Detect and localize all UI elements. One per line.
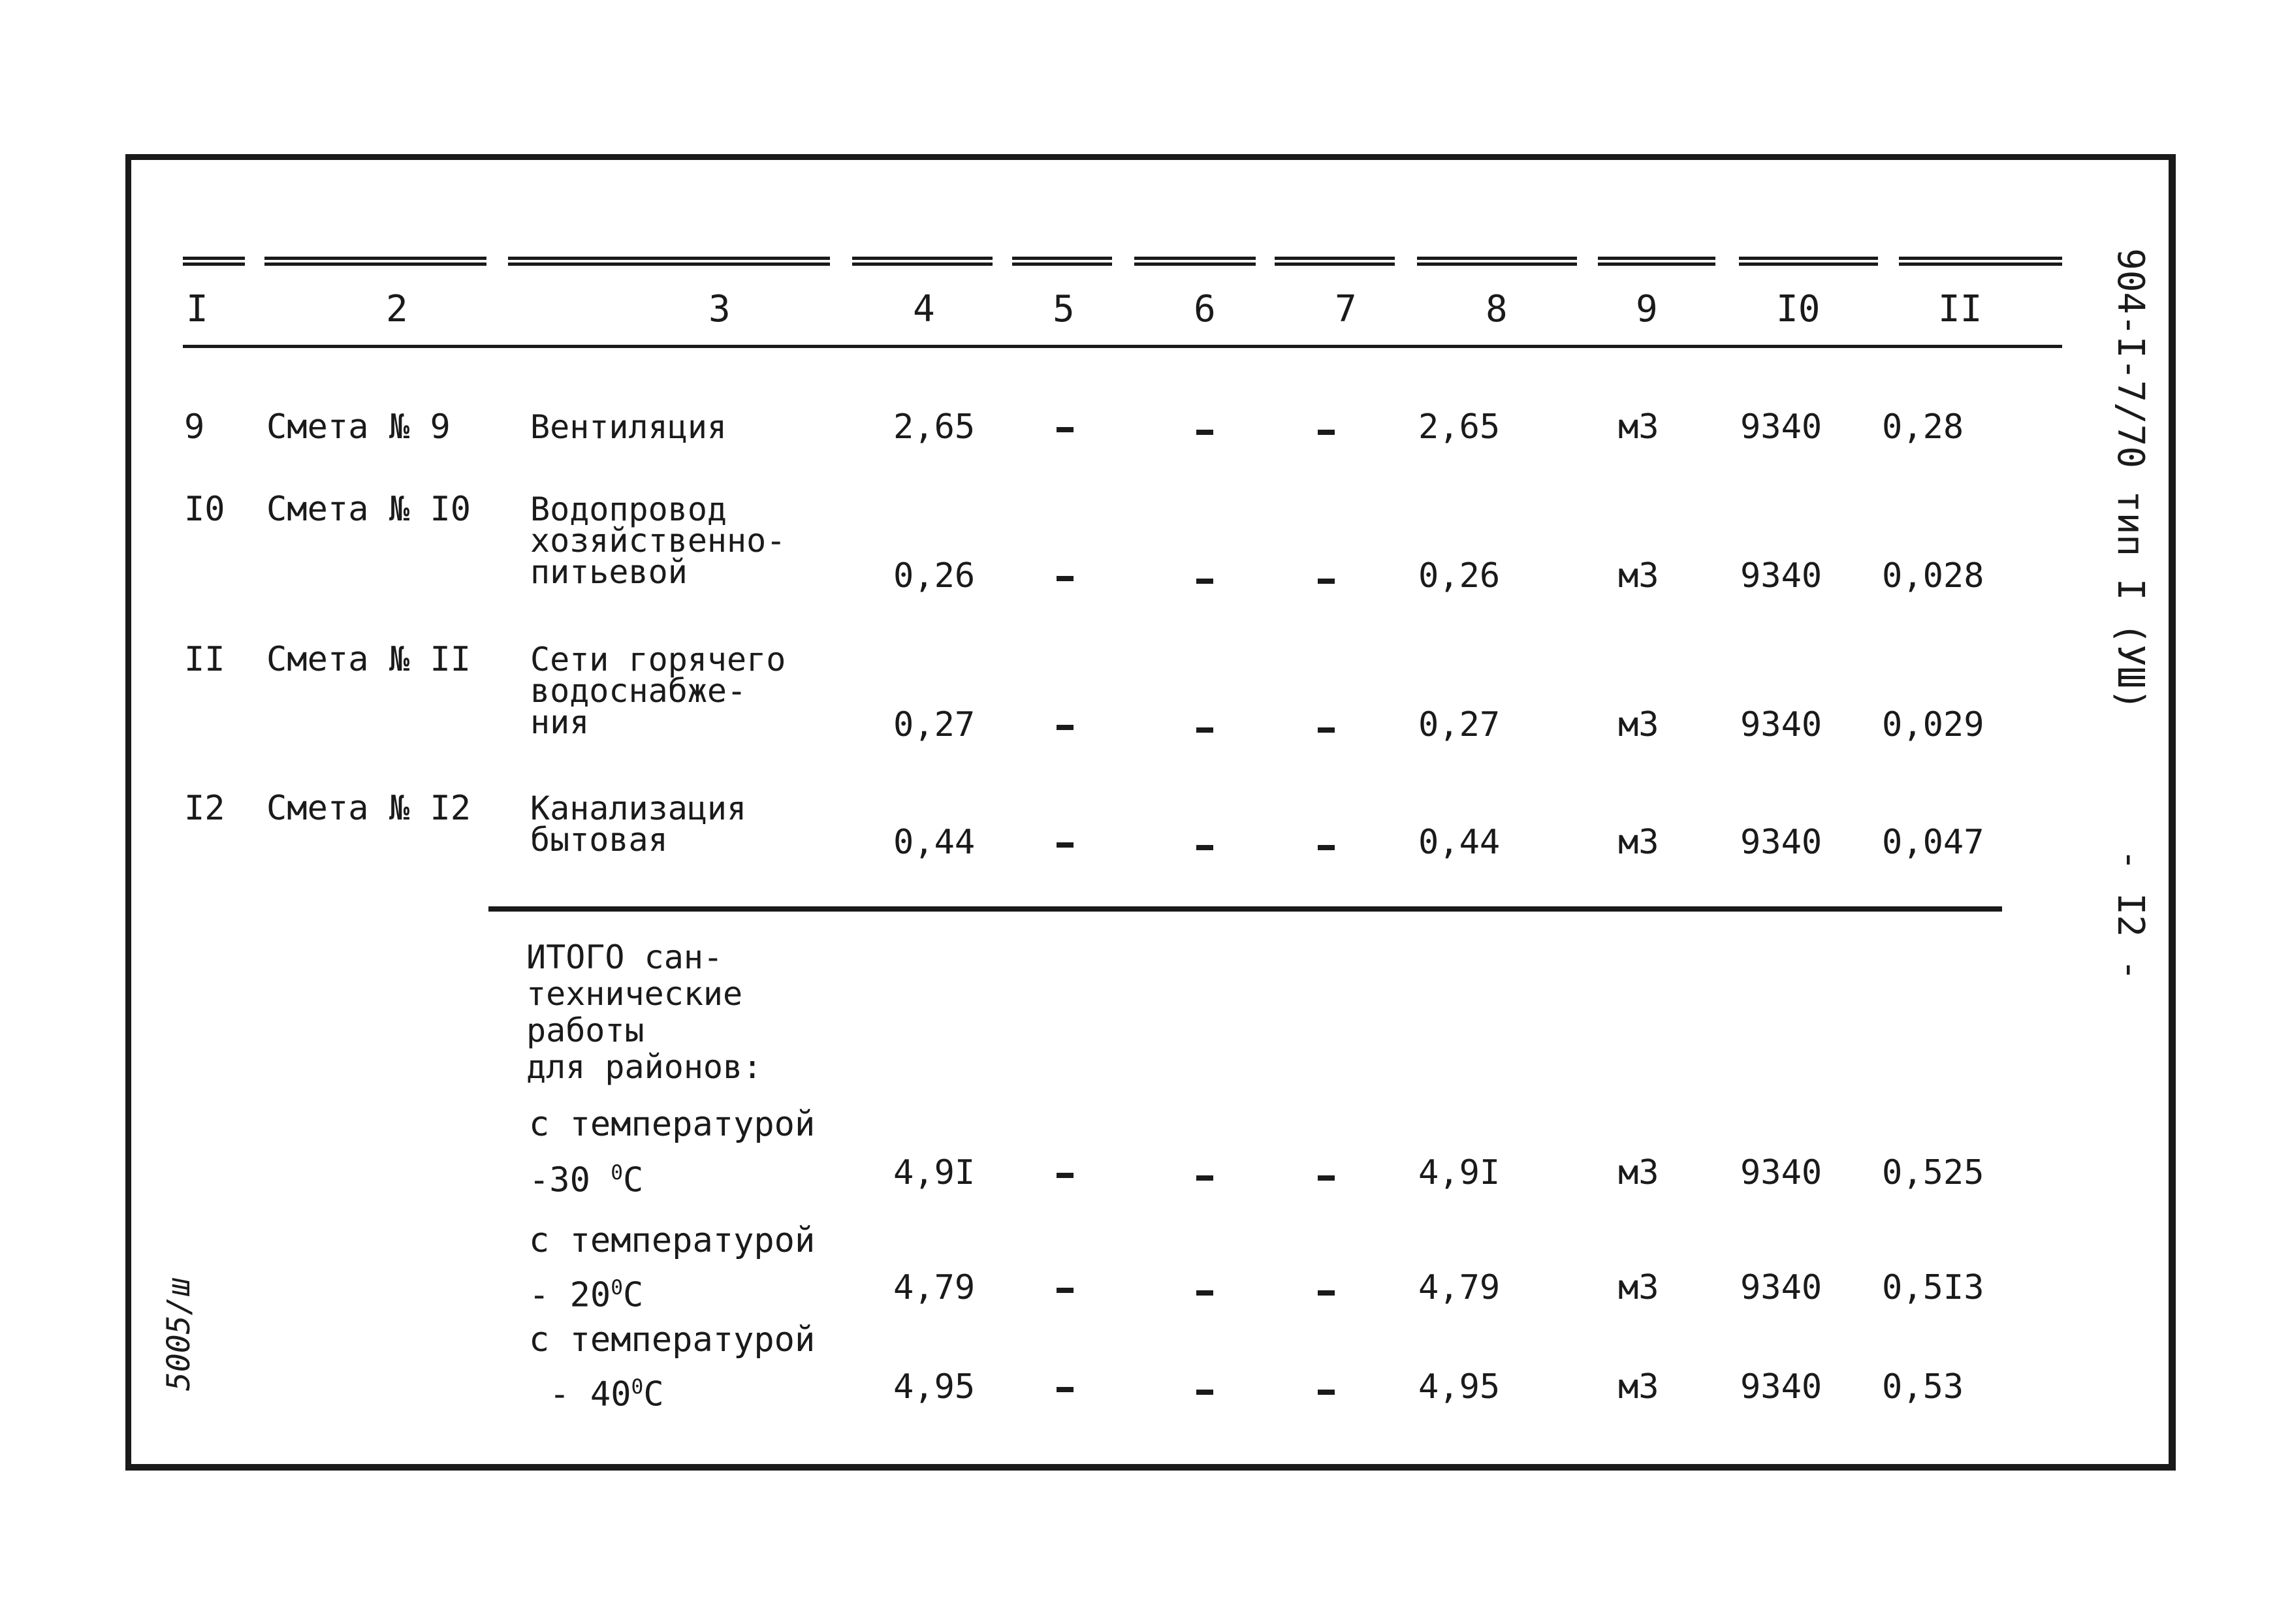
row-unit: м3 [1618, 556, 1659, 596]
total-col5-dash [1057, 1173, 1074, 1178]
header-col-8: 8 [1486, 288, 1508, 330]
row-col5-dash [1057, 576, 1074, 581]
total-temp-degree: 0 [611, 1276, 624, 1299]
total-temperature [529, 1370, 664, 1414]
total-temp-unit: С [623, 1275, 644, 1315]
header-rule-4 [852, 257, 993, 266]
total-col7-dash [1318, 1390, 1335, 1395]
row-number: I0 [184, 490, 225, 529]
totals-separator [488, 906, 2002, 912]
row-col8: 0,44 [1418, 823, 1501, 862]
header-rule-5 [1012, 257, 1112, 266]
row-col4: 0,44 [893, 823, 976, 862]
row-col4: 0,26 [893, 556, 976, 596]
total-col4: 4,79 [893, 1268, 976, 1307]
row-col5-dash [1057, 427, 1074, 432]
row-smeta: Смета № 9 [266, 407, 451, 447]
total-unit: м3 [1618, 1153, 1659, 1192]
header-rule-7 [1275, 257, 1395, 266]
row-name: Сети горячего водоснабже- ния [530, 641, 786, 741]
total-temp-degree: 0 [631, 1375, 644, 1399]
row-smeta: Смета № I0 [266, 490, 471, 529]
row-col4: 0,27 [893, 705, 976, 744]
total-temp-degree: 0 [611, 1161, 624, 1185]
page-number: - I2 - [2109, 849, 2152, 981]
total-col7-dash [1318, 1290, 1335, 1296]
total-label: с температурой [529, 1320, 816, 1360]
row-col10: 9340 [1740, 823, 1822, 862]
header-underline [183, 345, 2062, 348]
total-temperature [529, 1271, 644, 1315]
row-unit: м3 [1618, 407, 1659, 447]
total-col7-dash [1318, 1175, 1335, 1181]
total-temp-value: - 20 [529, 1275, 611, 1315]
row-unit: м3 [1618, 705, 1659, 744]
row-col10: 9340 [1740, 407, 1822, 447]
total-temperature [529, 1156, 644, 1200]
row-col5-dash [1057, 842, 1074, 848]
row-col8: 0,27 [1418, 705, 1501, 744]
total-col11: 0,5I3 [1882, 1268, 1984, 1307]
total-temp-unit: С [623, 1160, 644, 1200]
total-heading: ИТОГО сан- технические работы для районов: [526, 938, 763, 1086]
row-col5-dash [1057, 725, 1074, 730]
total-col6-dash [1196, 1175, 1213, 1181]
row-col7-dash [1318, 430, 1335, 435]
row-col11: 0,029 [1882, 705, 1984, 744]
header-rule-6 [1134, 257, 1256, 266]
total-temp-value: -30 [529, 1160, 590, 1200]
header-col-5: 5 [1053, 288, 1075, 330]
row-name: Канализация бытовая [530, 789, 747, 859]
row-col6-dash [1196, 727, 1213, 733]
header-rule-9 [1598, 257, 1715, 266]
row-col6-dash [1196, 845, 1213, 850]
row-col7-dash [1318, 845, 1335, 850]
total-col4: 4,9I [893, 1153, 976, 1192]
total-col10: 9340 [1740, 1367, 1822, 1407]
header-col-4: 4 [913, 288, 935, 330]
row-col10: 9340 [1740, 556, 1822, 596]
row-col7-dash [1318, 579, 1335, 584]
header-col-7: 7 [1335, 288, 1357, 330]
row-col4: 2,65 [893, 407, 976, 447]
total-col10: 9340 [1740, 1153, 1822, 1192]
header-col-2: 2 [386, 288, 408, 330]
row-name: Вентиляция [530, 408, 727, 446]
row-col8: 0,26 [1418, 556, 1501, 596]
header-rule-3 [508, 257, 830, 266]
header-rule-2 [264, 257, 486, 266]
total-col6-dash [1196, 1290, 1213, 1296]
row-col7-dash [1318, 727, 1335, 733]
row-col11: 0,28 [1882, 407, 1964, 447]
total-col8: 4,95 [1418, 1367, 1501, 1407]
total-col4: 4,95 [893, 1367, 976, 1407]
total-unit: м3 [1618, 1367, 1659, 1407]
document-code: 904-I-7/70 тип I (УШ) [2109, 248, 2152, 711]
header-col-9: 9 [1636, 288, 1658, 330]
total-col11: 0,53 [1882, 1367, 1964, 1407]
total-unit: м3 [1618, 1268, 1659, 1307]
total-col11: 0,525 [1882, 1153, 1984, 1192]
total-col5-dash [1057, 1288, 1074, 1293]
row-col11: 0,047 [1882, 823, 1984, 862]
row-smeta: Смета № II [266, 640, 471, 679]
total-col10: 9340 [1740, 1268, 1822, 1307]
total-col5-dash [1057, 1387, 1074, 1392]
header-col-3: 3 [708, 288, 731, 330]
total-col8: 4,9I [1418, 1153, 1501, 1192]
total-temp-unit: С [643, 1375, 664, 1414]
header-rule-8 [1417, 257, 1577, 266]
row-col10: 9340 [1740, 705, 1822, 744]
total-label: с температурой [529, 1105, 816, 1144]
row-smeta: Смета № I2 [266, 789, 471, 828]
total-temp-value: - 40 [529, 1375, 631, 1414]
header-rule-11 [1899, 257, 2062, 266]
total-col8: 4,79 [1418, 1268, 1501, 1307]
header-rule-1 [183, 257, 245, 266]
archive-stamp: 5005/ш [161, 1277, 197, 1391]
row-col11: 0,028 [1882, 556, 1984, 596]
header-col-1: I [186, 288, 208, 330]
row-col6-dash [1196, 579, 1213, 584]
row-unit: м3 [1618, 823, 1659, 862]
row-col6-dash [1196, 430, 1213, 435]
total-col6-dash [1196, 1390, 1213, 1395]
row-number: 9 [184, 407, 205, 447]
row-name: Водопровод хозяйственно- питьевой [530, 490, 786, 591]
row-col8: 2,65 [1418, 407, 1501, 447]
total-label: с температурой [529, 1221, 816, 1260]
header-col-10: I0 [1776, 288, 1821, 330]
header-col-6: 6 [1194, 288, 1216, 330]
header-col-11: II [1938, 288, 1982, 330]
row-number: I2 [184, 789, 225, 828]
row-number: II [184, 640, 225, 679]
header-rule-10 [1739, 257, 1878, 266]
